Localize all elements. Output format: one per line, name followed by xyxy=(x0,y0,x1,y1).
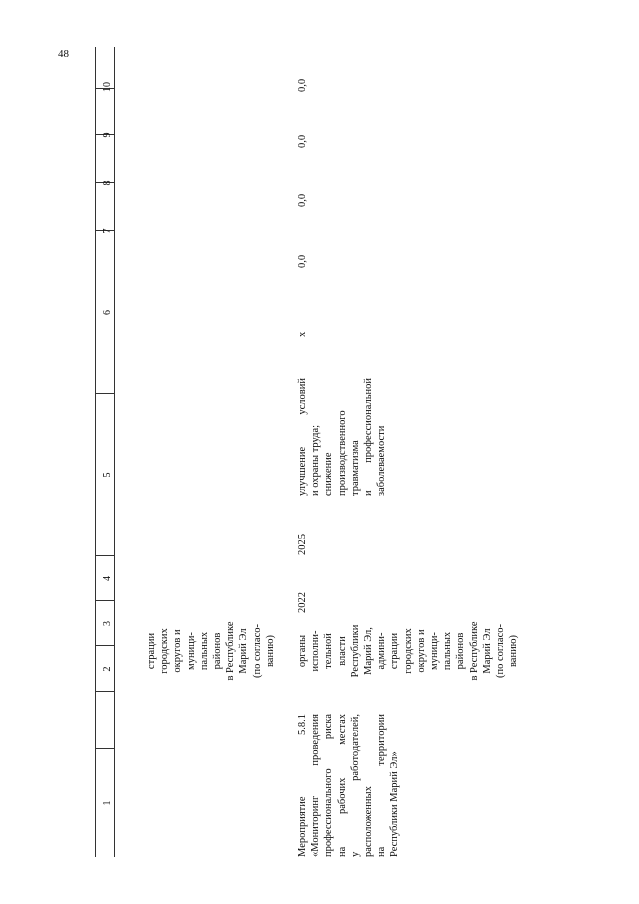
header-col-10: 10 xyxy=(102,82,113,92)
text-line: муници- xyxy=(185,632,197,670)
text-line: округов и xyxy=(172,629,184,673)
text-line: тельной xyxy=(323,633,335,669)
header-col-9: 9 xyxy=(102,132,113,138)
text-line: Марий Эл, xyxy=(363,627,375,675)
text-line: муници- xyxy=(429,632,441,670)
text-line: Мероприятие 5.8.1 xyxy=(297,714,308,857)
text-line: снижение xyxy=(323,452,335,496)
text-line: ванию) xyxy=(264,634,276,668)
header-bottom-rule xyxy=(114,47,115,857)
text-line: в Республике xyxy=(468,621,480,681)
text-line: пальных xyxy=(198,631,210,671)
text-line: (по согласо- xyxy=(495,624,507,678)
header-col-4: 4 xyxy=(102,576,113,581)
text-line: страции xyxy=(389,632,401,670)
text-line: Марий Эл xyxy=(481,628,493,674)
header-col-5: 5 xyxy=(102,472,113,478)
text-line: на рабочих местах xyxy=(336,714,348,857)
expected-result-cell xyxy=(296,378,388,496)
text-line: и профессиональной xyxy=(363,378,375,496)
page-number: 48 xyxy=(58,48,69,60)
text-line: районов xyxy=(455,632,467,670)
text-line: городских xyxy=(402,628,414,674)
text-line: Марий Эл xyxy=(238,628,250,674)
text-line: Республики Марий Эл» xyxy=(389,751,401,857)
text-line: районов xyxy=(212,632,224,670)
text-line: админи- xyxy=(376,632,388,670)
text-line: в Республике xyxy=(225,621,237,681)
text-line: округов и xyxy=(415,629,427,673)
text-line: травматизма xyxy=(349,440,361,496)
header-col-8: 8 xyxy=(102,180,113,186)
text-line: городских xyxy=(159,628,171,674)
text-line: на территории xyxy=(376,714,388,857)
header-col-1: 1 xyxy=(102,800,113,806)
value-col9: 0,0 xyxy=(297,134,308,148)
continuation-col2 xyxy=(145,616,277,686)
text-line: заболеваемости xyxy=(376,425,388,496)
header-col-7: 7 xyxy=(102,228,113,234)
text-line: «Мониторинг проведения xyxy=(310,714,322,857)
text-line: и охраны труда; xyxy=(310,424,322,496)
text-line: пальных xyxy=(442,631,454,671)
event-title-cell xyxy=(296,714,402,857)
text-line: улучшение условий xyxy=(297,378,308,496)
text-line: профессионального риска xyxy=(323,714,335,857)
value-col7: 0,0 xyxy=(297,254,308,268)
text-line: исполни- xyxy=(310,630,322,672)
executor-cell xyxy=(296,616,520,686)
header-top-rule xyxy=(95,47,96,857)
header-col-3: 3 xyxy=(102,621,113,626)
text-line: Республики xyxy=(349,624,361,678)
value-col8: 0,0 xyxy=(297,193,308,207)
text-line: власти xyxy=(336,636,348,666)
text-line: страции xyxy=(146,632,157,670)
text-line: органы xyxy=(297,634,308,668)
text-line: у работодателей, xyxy=(349,714,361,857)
start-year: 2022 xyxy=(297,592,308,613)
end-year: 2025 xyxy=(297,534,308,555)
header-col-2: 2 xyxy=(102,666,113,672)
text-line: расположенных xyxy=(363,786,375,857)
header-col-6: 6 xyxy=(102,310,113,315)
link-marker: х xyxy=(297,331,308,337)
text-line: производственного xyxy=(336,410,348,496)
text-line: (по согласо- xyxy=(251,624,263,678)
value-col10: 0,0 xyxy=(297,78,308,92)
text-line: ванию) xyxy=(508,634,520,668)
